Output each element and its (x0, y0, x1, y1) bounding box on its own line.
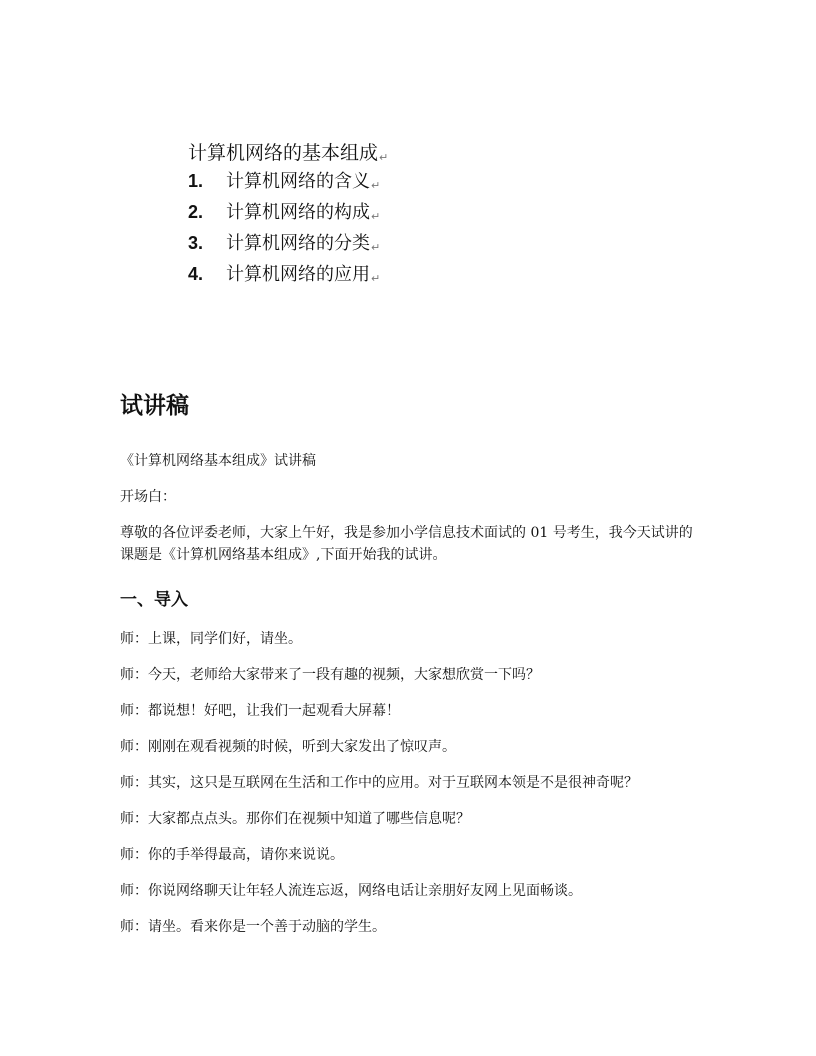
outline-item-number: 4. (188, 264, 204, 284)
dialogue-line: 师：请坐。看来你是一个善于动脑的学生。 (120, 919, 386, 935)
outline-item-number: 2. (188, 202, 204, 222)
outline-item-text: 计算机网络的构成 (226, 202, 370, 223)
paragraph-mark-icon: ↵ (371, 241, 381, 254)
outline-title-text: 计算机网络的基本组成 (188, 142, 379, 164)
outline-item-2 (188, 197, 448, 228)
outline-item-number: 3. (188, 233, 204, 253)
outline-title (188, 140, 448, 166)
lecture-script (120, 390, 700, 952)
dialogue-line: 师：大家都点点头。那你们在视频中知道了哪些信息呢？ (120, 811, 470, 827)
outline-item-1 (188, 166, 448, 197)
paragraph-mark-icon: ↵ (379, 151, 389, 164)
outline-item-number: 1. (188, 171, 204, 191)
dialogue-line: 师：都说想！好吧，让我们一起观看大屏幕！ (120, 703, 400, 719)
outline-item-text: 计算机网络的应用 (226, 264, 370, 285)
opening-text: 尊敬的各位评委老师，大家上午好，我是参加小学信息技术面试的 01 号考生，我今天试讲的课题是《计算机网络基本组成》,下面开始我的试讲。 (120, 525, 693, 563)
outline-item-3 (188, 228, 448, 259)
dialogue-line: 师：今天，老师给大家带来了一段有趣的视频，大家想欣赏一下吗？ (120, 667, 540, 683)
section-title-intro: 一、导入 (120, 590, 188, 610)
paragraph-mark-icon: ↵ (371, 179, 381, 192)
outline-item-4 (188, 259, 448, 290)
opening-label: 开场白： (120, 489, 176, 505)
dialogue-line: 师：你说网络聊天让年轻人流连忘返，网络电话让亲朋好友网上见面畅谈。 (120, 883, 582, 899)
dialogue-line: 师：刚刚在观看视频的时候，听到大家发出了惊叹声。 (120, 739, 456, 755)
paragraph-mark-icon: ↵ (371, 272, 381, 285)
outline-item-text: 计算机网络的分类 (226, 233, 370, 254)
script-subtitle: 《计算机网络基本组成》试讲稿 (120, 453, 316, 469)
dialogue-line: 师：其实，这只是互联网在生活和工作中的应用。对于互联网本领是不是很神奇呢？ (120, 775, 638, 791)
script-heading: 试讲稿 (120, 393, 189, 419)
dialogue-line: 师：上课，同学们好，请坐。 (120, 631, 302, 647)
outline-item-text: 计算机网络的含义 (226, 171, 370, 192)
dialogue-line: 师：你的手举得最高，请你来说说。 (120, 847, 344, 863)
outline-image (188, 140, 448, 290)
paragraph-mark-icon: ↵ (371, 210, 381, 223)
